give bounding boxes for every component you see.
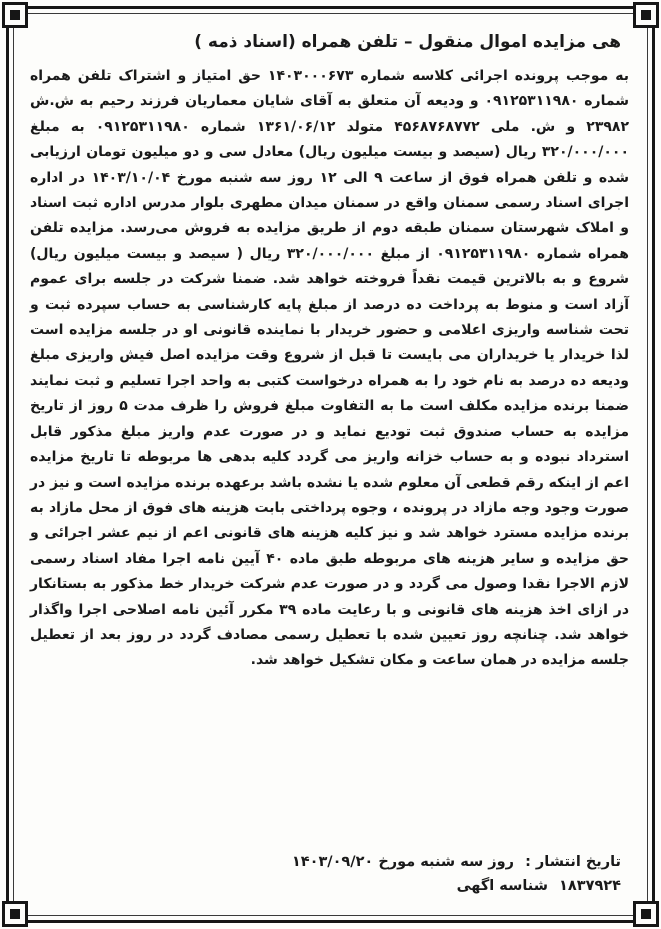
notice-id-label: شناسه اگهی (456, 878, 548, 894)
publish-date-row (150, 850, 621, 874)
corner-ornament-top-right (633, 2, 659, 28)
notice-body: به موجب پرونده اجرائی کلاسه شماره ۱۴۰۳۰۰۰۶۷۳ حق امتیاز و اشتراک تلفن همراه شماره ۰۹۱۲۵۳۱۱۹۸۰ و ودیعه آن متعلق به آقای شایان معماریان فرزند رحیم به ش.ش ۲۳۹۸۲ و ش. ملی ۴۵۶۸۷۶۸۷۷۲ متولد ۱۳۶۱/۰۶/۱۲ شماره ۰۹۱۲۵۳۱۱۹۸۰ به مبلغ ۳۲۰/۰۰۰/۰۰۰ ریال (سیصد و بیست میلیون ریال) معادل سی و دو میلیون تومان ارزیابی شده و تلفن همراه فوق از ساعت ۹ الی ۱۲ روز سه شنبه مورخ ۱۴۰۳/۱۰/۰۴ در اداره اجرای اسناد رسمی سمنان واقع در سمنان میدان مطهری بلوار مدرس اداره ثبت اسناد و املاک شهرستان سمنان طبقه دوم از طریق مزایده به فروش می‌رسد. مزایده تلفن همراه شماره ۰۹۱۲۵۳۱۱۹۸۰ از مبلغ ۳۲۰/۰۰۰/۰۰۰ ریال ( سیصد و بیست میلیون ریال) شروع و به بالاترین قیمت نقداً فروخته خواهد شد. ضمنا شرکت در جلسه برای عموم آزاد است و منوط به پرداخت ده درصد از مبلغ پایه کارشناسی به حساب سپرده ثبت و تحت شناسه واریزی اعلامی و حضور خریدار با نماینده قانونی او در جلسه مزایده است لذا خریدار یا خریداران می بایست تا قبل از شروع وقت مزایده اصل فیش واریزی مبلغ ودیعه ده درصد به نام خود را به همراه درخواست کتبی به واحد اجرا تسلیم و ثبت نمایند ضمنا برنده مزایده مکلف است ما به التفاوت مبلغ فروش را ظرف مدت ۵ روز از تاریخ مزایده به حساب صندوق ثبت تودیع نماید و در صورت عدم واریز مبلغ مذکور قابل استرداد نبوده و به حساب خزانه واریز می گردد کلیه بدهی ها مربوطه تا تاریخ مزایده اعم از اینکه رقم قطعی آن معلوم شده یا نشده باشد برعهده برنده مزایده است و نیز در صورت وجود وجه مازاد در پرونده ، وجوه پرداختی بابت هزینه های فوق از محل مازاد به برنده مزایده مسترد خواهد شد و نیز کلیه هزینه های قانونی اعم از نیم عشر اجرائی و حق مزایده و سایر هزینه های مربوطه طبق ماده ۴۰ آیین نامه اجرا مفاد اسناد رسمی لازم الاجرا نقدا وصول می گردد و در صورت عدم شرکت خریدار خط مذکور به بستانکار در ازای اخذ هزینه های قانونی و با رعایت ماده ۳۹ مکرر آئین نامه اصلاحی اجرا واگذار خواهد شد. چنانچه روز تعیین شده با تعطیل رسمی مصادف گردد در روز بعد از تعطیل جلسه مزایده در همان ساعت و مکان تشکیل خواهد شد. (30, 68, 630, 669)
corner-ornament-bottom-right (633, 901, 659, 927)
notice-id-value: ۱۸۳۷۹۲۴ (559, 878, 621, 894)
corner-ornament-top-left (2, 2, 28, 28)
publish-date-value: روز سه شنبه مورخ ۱۴۰۳/۰۹/۲۰ (291, 854, 515, 870)
notice-title: هی مزایده اموال منقول – تلفن همراه (اسناد ذمه ) (194, 32, 621, 52)
publish-date-label: تاریخ انتشار : (525, 854, 621, 870)
notice-id-row (150, 874, 621, 898)
notice-footer (150, 850, 621, 898)
corner-ornament-bottom-left (2, 901, 28, 927)
